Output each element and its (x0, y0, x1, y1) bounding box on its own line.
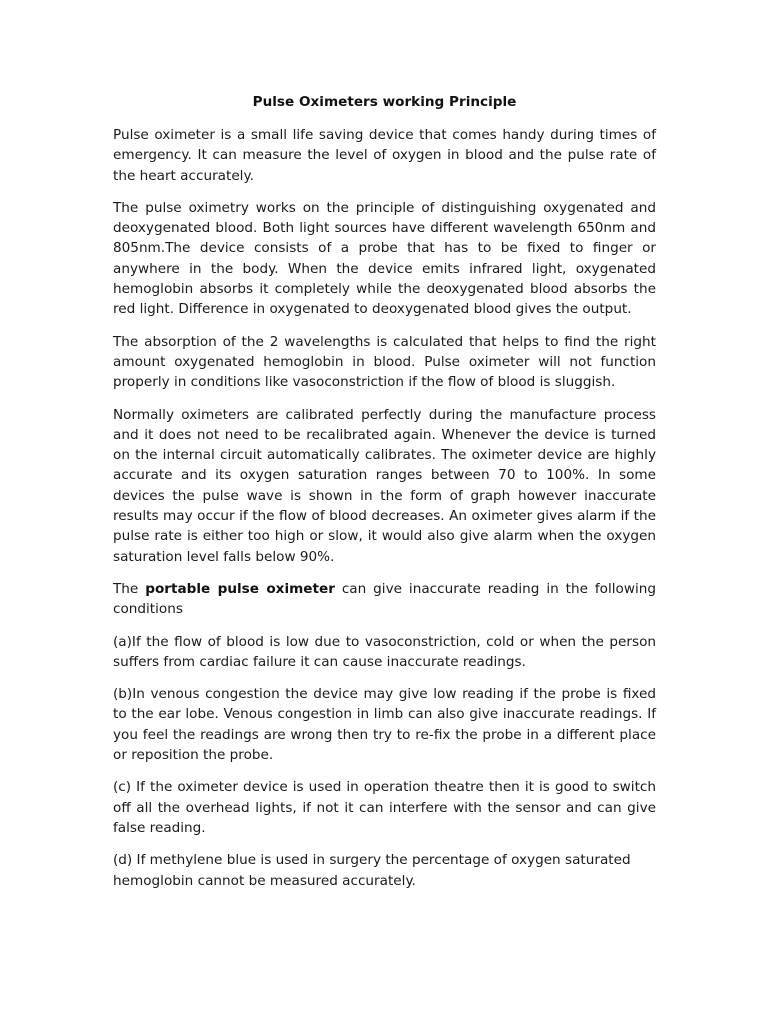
condition-b: (b)In venous congestion the device may give low reading if the probe is fixed to the ear lobe. Venous congestion in limb can also give inaccurate readings. If you feel the readings are wrong then try to re-fix the probe in a different place or reposition the probe. (113, 686, 656, 764)
paragraph-principle: The pulse oximetry works on the principle of distinguishing oxygenated and deoxygenated blood. Both light sources have different wavelength 650nm and 805nm.The device consists of a probe that has to be fixed to finger or anywhere in the body. When the device emits infrared light, oxygenated hemoglobin absorbs it completely while the deoxygenated blood absorbs the red light. Difference in oxygenated to deoxygenated blood gives the output. (113, 199, 656, 318)
condition-d: (d) If methylene blue is used in surgery the percentage of oxygen saturated hemoglobin cannot be measured accurately. (113, 852, 631, 889)
page-title: Pulse Oximeters working Principle (252, 94, 517, 110)
paragraph-absorption: The absorption of the 2 wavelengths is calculated that helps to find the right amount oxygenated hemoglobin in blood. Pulse oximeter will not function properly in conditions like vasoconstriction if the flow of blood is sluggish. (113, 333, 656, 391)
intro-bold-term: portable pulse oximeter (145, 580, 335, 597)
intro-suffix: can give inaccurate reading in the following conditions (113, 580, 656, 618)
paragraph-calibration: Normally oximeters are calibrated perfectly during the manufacture process and it does not need to be recalibrated again. Whenever the device is turned on the internal circuit automatically calibrates. The oximeter device are highly accurate and its oxygen saturation ranges between 70 to 100%. In some devices the pulse wave is shown in the form of graph however inaccurate results may occur if the flow of blood decreases. An oximeter gives alarm if the pulse rate is either too high or slow, it would also give alarm when the oxygen saturation level falls below 90%. (113, 406, 656, 565)
condition-a: (a)If the flow of blood is low due to vasoconstriction, cold or when the person suffers from cardiac failure it can cause inaccurate readings. (113, 633, 656, 670)
condition-c: (c) If the oximeter device is used in operation theatre then it is good to switch off all the overhead lights, if not it can interfere with the sensor and can give false reading. (113, 779, 656, 836)
paragraph-inaccuracy-intro (113, 579, 656, 620)
paragraph-intro: Pulse oximeter is a small life saving device that comes handy during times of emergency. It can measure the level of oxygen in blood and the pulse rate of the heart accurately. (113, 127, 656, 184)
intro-prefix: The (113, 580, 146, 597)
